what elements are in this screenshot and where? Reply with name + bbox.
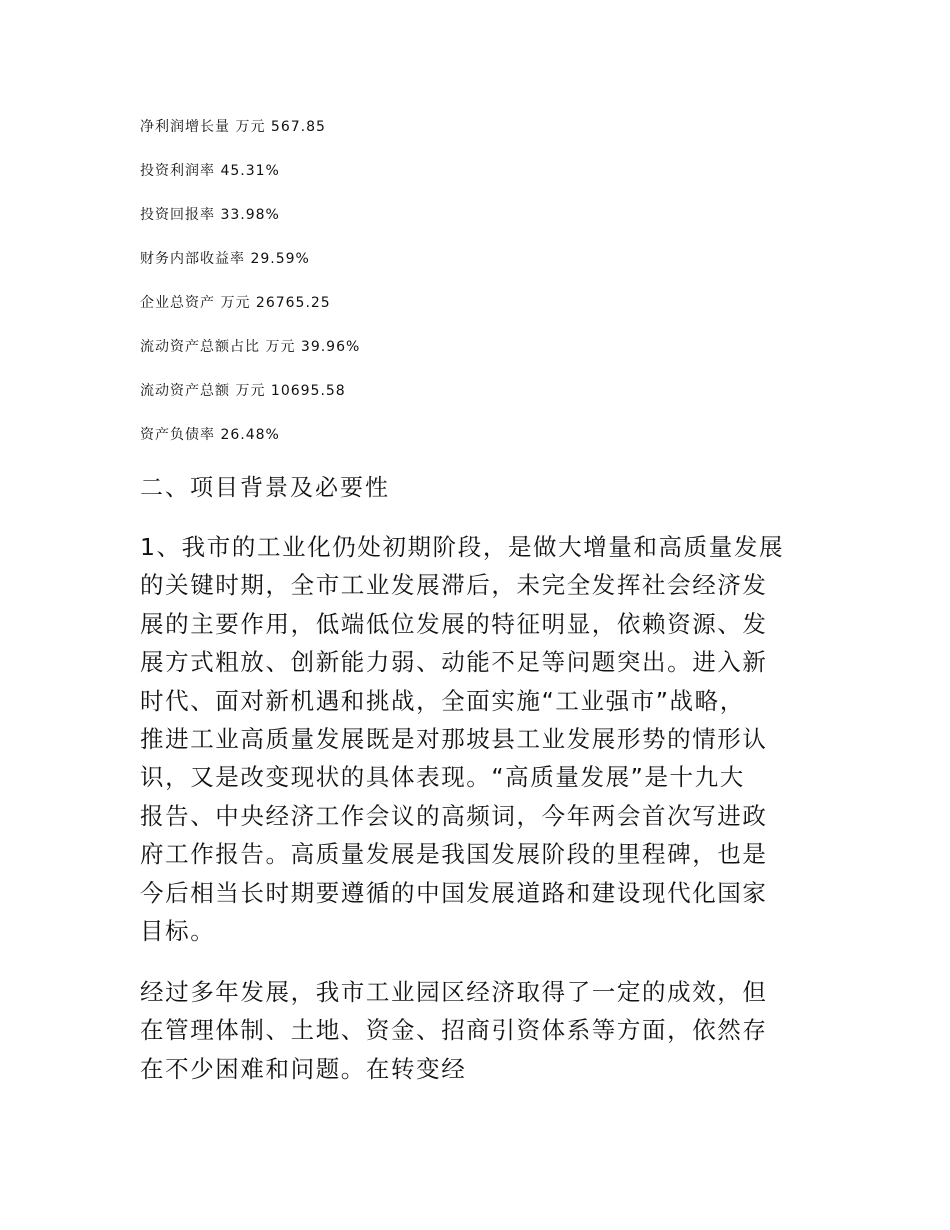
paragraph-line: 府工作报告。高质量发展是我国发展阶段的里程碑，也是 xyxy=(140,840,768,869)
metric-row-net-profit-growth xyxy=(140,114,840,158)
metric-value: 29.59% xyxy=(250,251,310,267)
paragraph-development xyxy=(140,973,820,1088)
metric-label: 财务内部收益率 xyxy=(140,251,245,267)
metric-value: 10695.58 xyxy=(270,383,346,399)
paragraph-line: 推进工业高质量发展既是对那坡县工业发展形势的情形认 xyxy=(140,725,768,754)
metric-row-current-assets-ratio xyxy=(140,334,840,378)
metric-label: 流动资产总额 xyxy=(140,383,230,399)
paragraph-line: 识，又是改变现状的具体表现。“高质量发展”是十九大 xyxy=(140,763,745,792)
metric-label: 企业总资产 xyxy=(140,295,215,311)
metric-value: 33.98% xyxy=(220,207,280,223)
metric-value: 26765.25 xyxy=(255,295,331,311)
metric-unit: 万元 xyxy=(220,295,251,311)
metric-label: 净利润增长量 xyxy=(140,119,230,135)
metric-row-current-assets-total xyxy=(140,378,840,422)
paragraph-line: 在管理体制、土地、资金、招商引资体系等方面，依然存 xyxy=(140,1016,768,1045)
paragraph-line: 展的主要作用，低端低位发展的特征明显，依赖资源、发 xyxy=(140,609,768,638)
metric-row-roi-return xyxy=(140,202,840,246)
paragraph-line: 时代、面对新机遇和挑战，全面实施“工业强市”战略， xyxy=(140,686,745,715)
paragraph-line: 今后相当长时期要遵循的中国发展道路和建设现代化国家 xyxy=(140,878,768,907)
metric-value: 45.31% xyxy=(220,163,280,179)
metric-value: 26.48% xyxy=(220,427,280,443)
paragraph-line: 1、我市的工业化仍处初期阶段，是做大增量和高质量发展 xyxy=(140,533,785,561)
metric-row-total-assets xyxy=(140,290,840,334)
metric-label: 资产负债率 xyxy=(140,427,215,443)
paragraph-line: 在不少困难和问题。在转变经 xyxy=(140,1054,467,1083)
metrics-list xyxy=(140,114,840,466)
paragraph-line: 报告、中央经济工作会议的高频词，今年两会首次写进政 xyxy=(140,801,768,830)
metric-value: 39.96% xyxy=(300,339,361,355)
metric-unit: 万元 xyxy=(235,383,266,399)
paragraph-line: 经过多年发展，我市工业园区经济取得了一定的成效，但 xyxy=(140,978,768,1006)
metric-row-debt-ratio xyxy=(140,422,840,466)
paragraph-line: 目标。 xyxy=(140,917,216,946)
section-heading: 二、项目背景及必要性 xyxy=(140,475,390,501)
paragraph-background xyxy=(140,528,820,950)
metric-label: 流动资产总额占比 xyxy=(140,339,260,355)
paragraph-line: 展方式粗放、创新能力弱、动能不足等问题突出。进入新 xyxy=(140,648,768,677)
metric-label: 投资回报率 xyxy=(140,207,215,223)
metric-label: 投资利润率 xyxy=(140,163,215,179)
metric-unit: 万元 xyxy=(265,339,296,355)
metric-unit: 万元 xyxy=(235,119,266,135)
metric-row-roi-profit xyxy=(140,158,840,202)
metric-value: 567.85 xyxy=(270,119,326,135)
paragraph-line: 的关键时期，全市工业发展滞后，未完全发挥社会经济发 xyxy=(140,571,768,600)
metric-row-irr xyxy=(140,246,840,290)
